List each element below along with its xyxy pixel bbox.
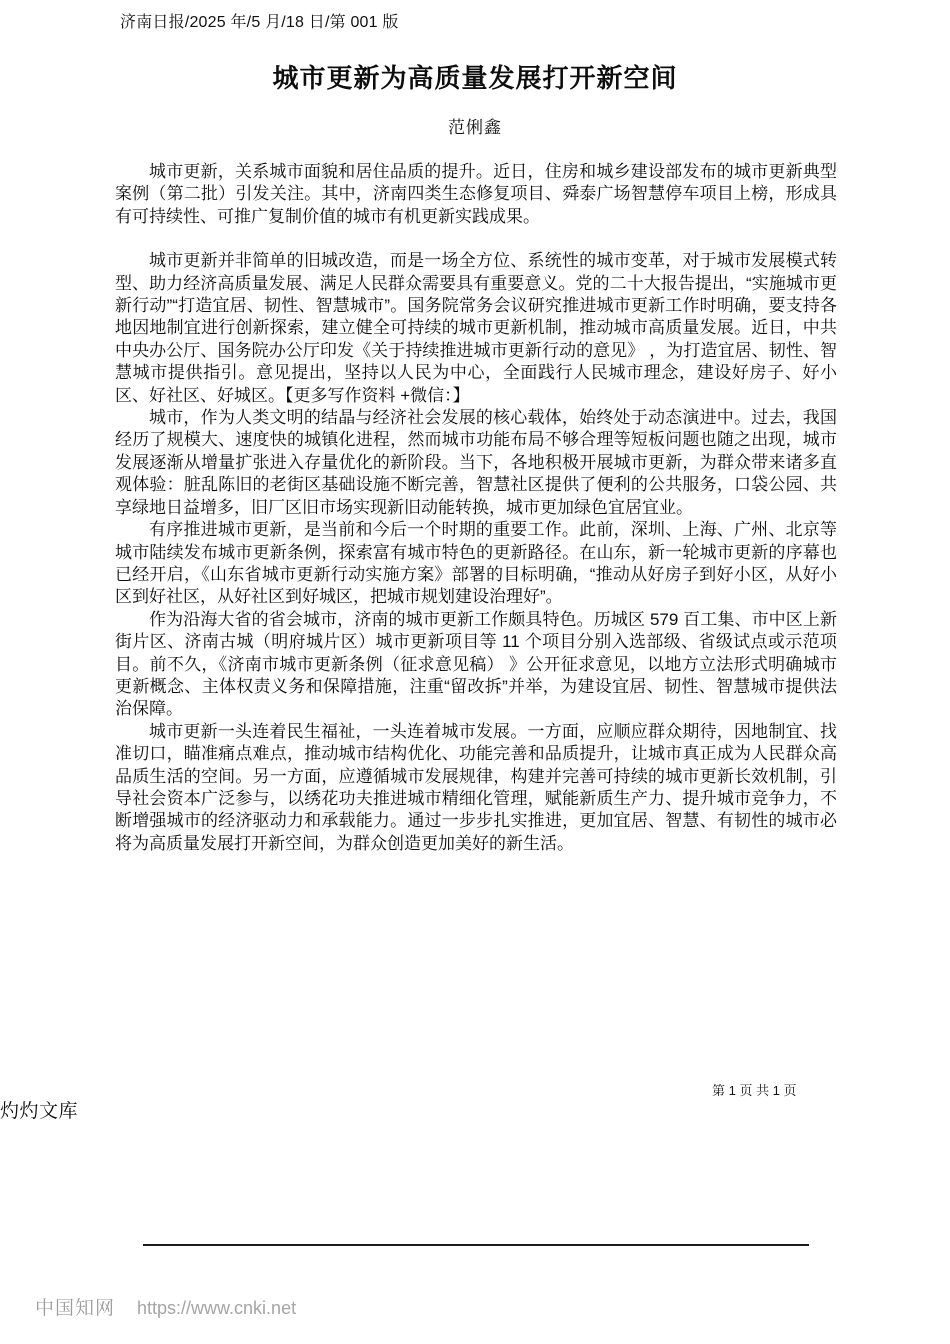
article-paragraph: 城市更新并非简单的旧城改造，而是一场全方位、系统性的城市变革，对于城市发展模式转型、助力经济高质量发展、满足人民群众需要具有重要意义。党的二十大报告提出，“实施城市更新行动”“打造宜居、韧性、智慧城市”。国务院常务会议研究推进城市更新工作时明确，要支持各地因地制宜进行创新探索，建立健全可持续的城市更新机制，推动城市高质量发展。近日，中共中央办公厅、国务院办公厅印发《关于持续推进城市更新行动的意见》 ，为打造宜居、韧性、智慧城市提供指引。意见提出，坚持以人民为中心，全面践行人民城市理念，建设好房子、好小区、好社区、好城区。【更多写作资料 +微信：】 <box>115 251 837 405</box>
page-indicator: 第 1 页 共 1 页 <box>712 1083 797 1098</box>
cnki-brand: 中国知网 <box>35 1298 116 1319</box>
article-paragraph: 城市更新一头连着民生福祉，一头连着城市发展。一方面，应顺应群众期待，因地制宜、找准切口，瞄准痛点难点，推动城市结构优化、功能完善和品质提升，让城市真正成为人民群众高品质生活的空间。另一方面，应遵循城市发展规律，构建并完善可持续的城市更新长效机制，引导社会资本广泛参与，以绣花功夫推进城市精细化管理，赋能新质生产力、提升城市竞争力，不断增强城市的经济驱动力和承载能力。通过一步步扎实推进，更加宜居、智慧、有韧性的城市必将为高质量发展打开新空间，为群众创造更加美好的新生活。 <box>115 721 837 853</box>
cnki-url-link[interactable]: https://www.cnki.net <box>137 1298 297 1318</box>
library-watermark: 灼灼文库 <box>0 1101 79 1122</box>
article-paragraph: 城市，作为人类文明的结晶与经济社会发展的核心载体，始终处于动态演进中。过去，我国经历了规模大、速度快的城镇化进程，然而城市功能布局不够合理等短板问题也随之出现，城市发展逐渐从增量扩张进入存量优化的新阶段。当下，各地积极开展城市更新，为群众带来诸多直观体验：脏乱陈旧的老街区基础设施不断完善，智慧社区提供了便利的公共服务，口袋公园、共享绿地日益增多，旧厂区旧市场实现新旧动能转换，城市更加绿色宜居宜业。 <box>115 408 837 517</box>
article-paragraph: 有序推进城市更新，是当前和今后一个时期的重要工作。此前，深圳、上海、广州、北京等城市陆续发布城市更新条例，探索富有城市特色的更新路径。在山东，新一轮城市更新的序幕也已经开启，《山东省城市更新行动实施方案》部署的目标明确，“推动从好房子到好小区，从好小区到好社区，从好社区到好城区，把城市规划建设治理好”。 <box>115 520 837 607</box>
article-author: 范俐鑫 <box>448 118 502 137</box>
cnki-footer <box>35 1293 296 1320</box>
article-paragraph: 作为沿海大省的省会城市，济南的城市更新工作颇具特色。历城区 579 百工集、市中区上新街片区、济南古城（明府城片区）城市更新项目等 11 个项目分别入选部级、省级试点或示范项目。前不久，《济南市城市更新条例（征求意见稿） 》公开征求意见，以地方立法形式明确城市更新概念、主体权责义务和保障措施，注重“留改拆”并举，为建设宜居、韧性、智慧城市提供法治保障。 <box>115 609 837 719</box>
article-paragraph: 城市更新，关系城市面貌和居住品质的提升。近日，住房和城乡建设部发布的城市更新典型案例（第二批）引发关注。其中，济南四类生态修复项目、舜泰广场智慧停车项目上榜，形成具有可持续性、可推广复制价值的城市有机更新实践成果。 <box>115 162 837 226</box>
footer-divider <box>143 1244 809 1246</box>
newspaper-masthead: 济南日报/2025 年/5 月/18 日/第 001 版 <box>120 14 399 31</box>
article-title: 城市更新为高质量发展打开新空间 <box>272 63 678 93</box>
article-body <box>115 161 837 855</box>
